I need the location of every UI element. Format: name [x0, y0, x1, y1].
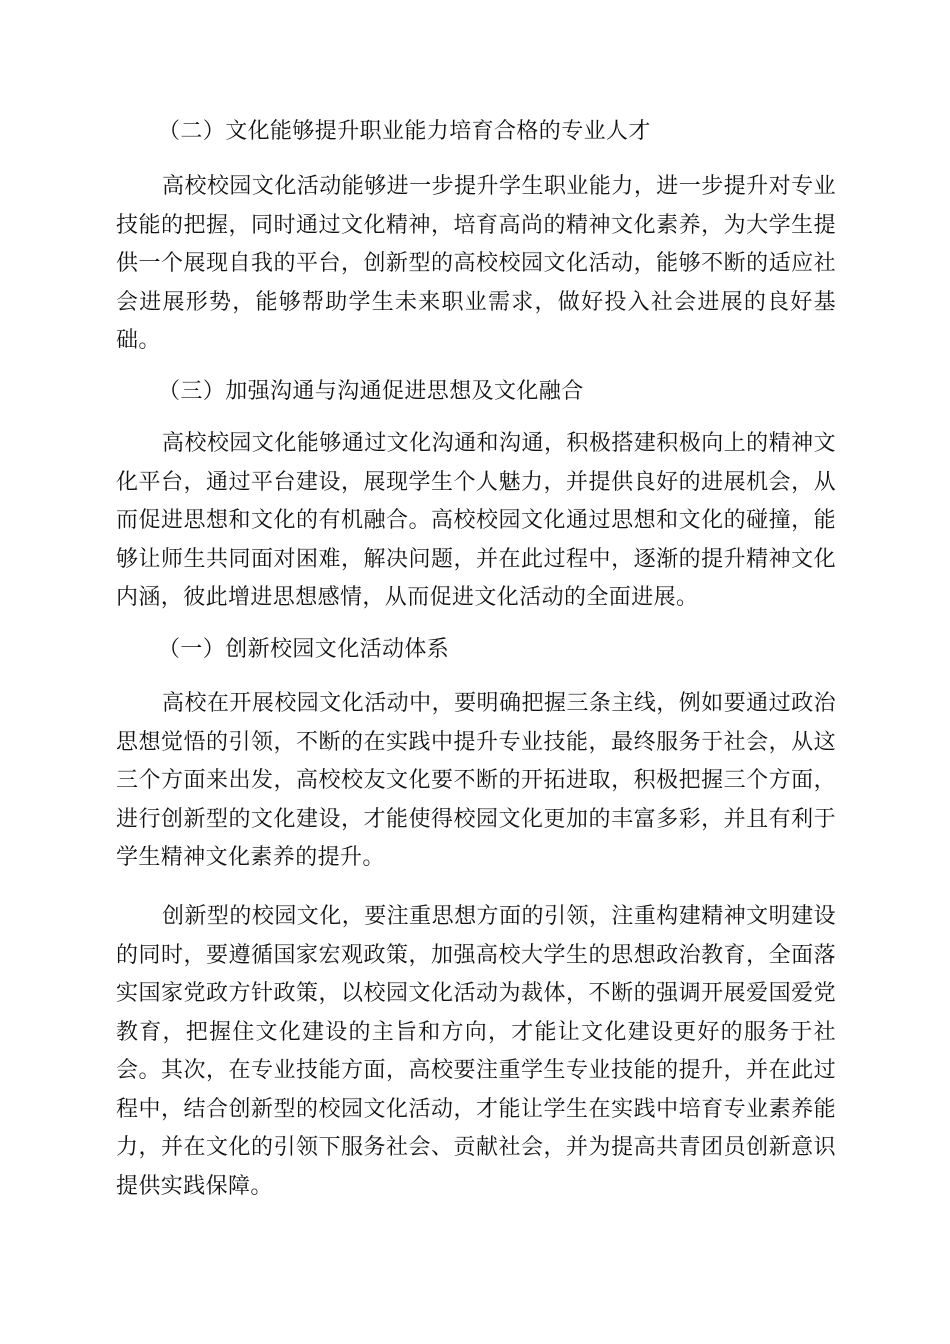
paragraph-2: 高校校园文化能够通过文化沟通和沟通，积极搭建积极向上的精神文化平台，通过平台建设，展现学生个人魅力，并提供良好的进展机会，从而促进思想和文化的有机融合。高校校园文化通过思想和文化的碰撞，能够让师生共同面对困难，解决问题，并在此过程中，逐渐的提升精神文化内涵，彼此增进思想感情，从而促进文化活动的全面进展。 — [116, 431, 836, 610]
paragraph-4: 创新型的校园文化，要注重思想方面的引领，注重构建精神文明建设的同时，要遵循国家宏观政策，加强高校大学生的思想政治教育，全面落实国家党政方针政策，以校园文化活动为裁体，不断的强调开展爱国爱党教育，把握住文化建设的主旨和方向，才能让文化建设更好的服务于社会。其次，在专业技能方面，高校要注重学生专业技能的提升，并在此过程中，结合创新型的校园文化活动，才能让学生在实践中培育专业素养能力，并在文化的引领下服务社会、贡献社会，并为提高共青团员创新意识提供实践保障。 — [116, 904, 836, 1199]
paragraph-3: 高校在开展校园文化活动中，要明确把握三条主线，例如要通过政治思想觉悟的引领，不断的在实践中提升专业技能，最终服务于社会，从这三个方面来出发，高校校友文化要不断的开拓进取，积极把握三个方面，进行创新型的文化建设，才能使得校园文化更加的丰富多彩，并且有利于学生精神文化素养的提升。 — [116, 691, 836, 870]
section-heading-3: （三）加强沟通与沟通促进思想及文化融合 — [158, 379, 584, 404]
section-heading-1: （一）创新校园文化活动体系 — [158, 637, 450, 662]
paragraph-1: 高校校园文化活动能够进一步提升学生职业能力，进一步提升对专业技能的把握，同时通过文化精神，培育高尚的精神文化素养，为大学生提供一个展现自我的平台，创新型的高校校园文化活动，能够不断的适应社会进展形势，能够帮助学生未来职业需求，做好投入社会进展的良好基础。 — [116, 174, 836, 353]
section-heading-2: （二）文化能够提升职业能力培育合格的专业人才 — [158, 119, 651, 144]
